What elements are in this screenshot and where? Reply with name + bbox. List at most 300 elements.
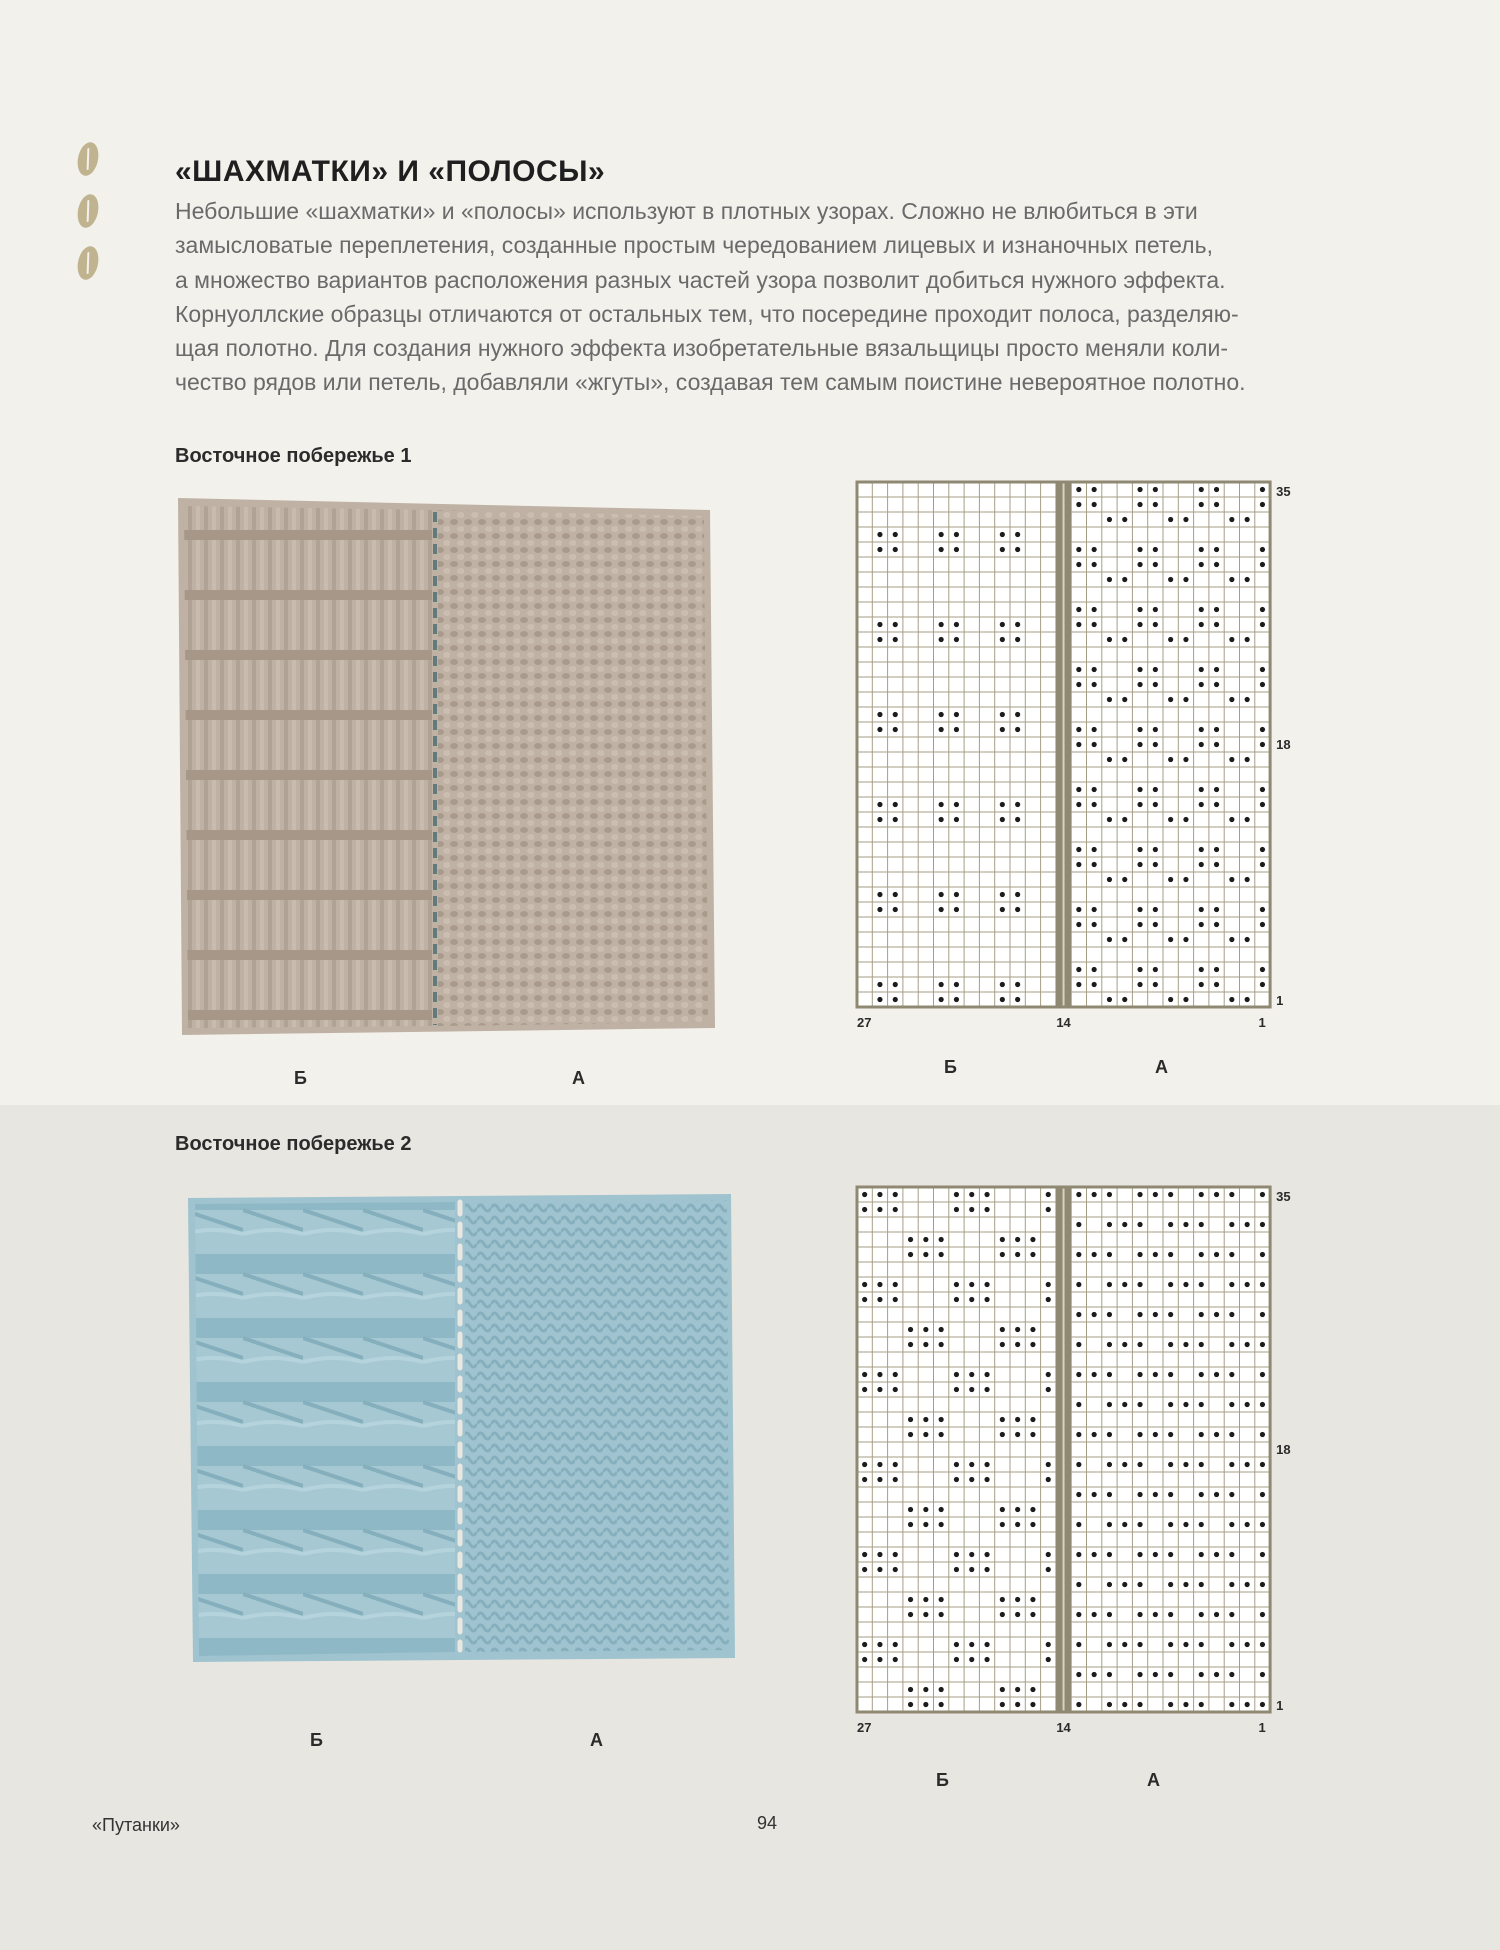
purl-dot bbox=[1199, 1642, 1204, 1647]
purl-dot bbox=[954, 1372, 959, 1377]
purl-dot bbox=[1137, 607, 1142, 612]
purl-dot bbox=[1122, 1342, 1127, 1347]
purl-dot bbox=[954, 1192, 959, 1197]
purl-dot bbox=[908, 1417, 913, 1422]
purl-dot bbox=[1015, 727, 1020, 732]
purl-dot bbox=[1229, 1702, 1234, 1707]
purl-dot bbox=[939, 802, 944, 807]
purl-dot bbox=[1137, 1672, 1142, 1677]
purl-dot bbox=[1092, 667, 1097, 672]
purl-dot bbox=[1076, 742, 1081, 747]
purl-dot bbox=[1214, 802, 1219, 807]
purl-dot bbox=[969, 1207, 974, 1212]
purl-dot bbox=[1046, 1657, 1051, 1662]
purl-dot bbox=[1183, 1462, 1188, 1467]
purl-dot bbox=[1183, 757, 1188, 762]
purl-dot bbox=[1092, 982, 1097, 987]
purl-dot bbox=[1076, 1522, 1081, 1527]
purl-dot bbox=[1122, 517, 1127, 522]
purl-dot bbox=[1137, 1312, 1142, 1317]
purl-dot bbox=[1137, 562, 1142, 567]
purl-dot bbox=[969, 1552, 974, 1557]
purl-dot bbox=[1199, 1372, 1204, 1377]
purl-dot bbox=[1214, 967, 1219, 972]
purl-dot bbox=[954, 727, 959, 732]
purl-dot bbox=[1183, 697, 1188, 702]
purl-dot bbox=[1107, 1312, 1112, 1317]
purl-dot bbox=[893, 1192, 898, 1197]
col-label-left: 27 bbox=[857, 1015, 872, 1030]
purl-dot bbox=[1153, 622, 1158, 627]
purl-dot bbox=[1229, 1222, 1234, 1227]
purl-dot bbox=[1245, 517, 1250, 522]
swatch-photo-east-coast-1 bbox=[170, 490, 720, 1040]
purl-dot bbox=[1199, 1492, 1204, 1497]
purl-dot bbox=[1076, 1582, 1081, 1587]
purl-dot bbox=[1030, 1612, 1035, 1617]
chart-label-right: А bbox=[1147, 1770, 1160, 1790]
purl-dot bbox=[1153, 862, 1158, 867]
purl-dot bbox=[1137, 1342, 1142, 1347]
intro-line: Небольшие «шахматки» и «полосы» используют в плотных узорах. Сложно не влюбиться в эти bbox=[175, 198, 1198, 224]
purl-dot bbox=[893, 1567, 898, 1572]
purl-dot bbox=[1153, 667, 1158, 672]
purl-dot bbox=[1199, 547, 1204, 552]
purl-dot bbox=[1229, 577, 1234, 582]
purl-dot bbox=[1000, 907, 1005, 912]
purl-dot bbox=[877, 712, 882, 717]
purl-dot bbox=[1260, 847, 1265, 852]
seed-bullet-icon bbox=[75, 140, 102, 177]
purl-dot bbox=[1137, 922, 1142, 927]
purl-dot bbox=[862, 1477, 867, 1482]
purl-dot bbox=[1199, 742, 1204, 747]
purl-dot bbox=[1168, 1252, 1173, 1257]
purl-dot bbox=[1030, 1327, 1035, 1332]
purl-dot bbox=[1107, 1282, 1112, 1287]
purl-dot bbox=[1199, 1432, 1204, 1437]
purl-dot bbox=[1000, 547, 1005, 552]
purl-dot bbox=[1153, 1432, 1158, 1437]
purl-dot bbox=[984, 1387, 989, 1392]
purl-dot bbox=[1030, 1597, 1035, 1602]
purl-dot bbox=[1137, 1642, 1142, 1647]
purl-dot bbox=[1153, 982, 1158, 987]
purl-dot bbox=[1214, 862, 1219, 867]
purl-dot bbox=[1229, 1282, 1234, 1287]
purl-dot bbox=[1199, 562, 1204, 567]
intro-line: а множество вариантов расположения разных частей узора позволит добиться нужного эффекта. bbox=[175, 266, 1226, 293]
purl-dot bbox=[1046, 1282, 1051, 1287]
purl-dot bbox=[1107, 1522, 1112, 1527]
purl-dot bbox=[1137, 1462, 1142, 1467]
purl-dot bbox=[954, 547, 959, 552]
purl-dot bbox=[1168, 517, 1173, 522]
purl-dot bbox=[1183, 1402, 1188, 1407]
purl-dot bbox=[1183, 1222, 1188, 1227]
purl-dot bbox=[939, 622, 944, 627]
purl-dot bbox=[1015, 1702, 1020, 1707]
purl-dot bbox=[1015, 817, 1020, 822]
photo-label-left: Б bbox=[294, 1068, 307, 1088]
purl-dot bbox=[1199, 727, 1204, 732]
purl-dot bbox=[1092, 1192, 1097, 1197]
purl-dot bbox=[1199, 1462, 1204, 1467]
purl-dot bbox=[1153, 802, 1158, 807]
purl-dot bbox=[1076, 667, 1081, 672]
purl-dot bbox=[1137, 1372, 1142, 1377]
purl-dot bbox=[1000, 997, 1005, 1002]
purl-dot bbox=[877, 1372, 882, 1377]
purl-dot bbox=[954, 1387, 959, 1392]
purl-dot bbox=[1030, 1702, 1035, 1707]
purl-dot bbox=[862, 1462, 867, 1467]
purl-dot bbox=[1107, 1342, 1112, 1347]
purl-dot bbox=[1168, 1522, 1173, 1527]
purl-dot bbox=[1260, 1282, 1265, 1287]
purl-dot bbox=[1168, 1372, 1173, 1377]
purl-dot bbox=[1092, 682, 1097, 687]
purl-dot bbox=[893, 637, 898, 642]
purl-dot bbox=[1046, 1567, 1051, 1572]
purl-dot bbox=[1107, 697, 1112, 702]
purl-dot bbox=[1122, 637, 1127, 642]
purl-dot bbox=[939, 712, 944, 717]
purl-dot bbox=[969, 1642, 974, 1647]
col-label-mid: 14 bbox=[1056, 1015, 1071, 1030]
purl-dot bbox=[893, 1462, 898, 1467]
purl-dot bbox=[1153, 742, 1158, 747]
purl-dot bbox=[1214, 847, 1219, 852]
purl-dot bbox=[939, 817, 944, 822]
purl-dot bbox=[1076, 982, 1081, 987]
purl-dot bbox=[1122, 937, 1127, 942]
purl-dot bbox=[923, 1327, 928, 1332]
purl-dot bbox=[1092, 862, 1097, 867]
purl-dot bbox=[1260, 487, 1265, 492]
purl-dot bbox=[1229, 817, 1234, 822]
purl-dot bbox=[1015, 1327, 1020, 1332]
purl-dot bbox=[1092, 502, 1097, 507]
purl-dot bbox=[954, 532, 959, 537]
purl-dot bbox=[1000, 1612, 1005, 1617]
purl-dot bbox=[984, 1282, 989, 1287]
purl-dot bbox=[939, 1237, 944, 1242]
purl-dot bbox=[1183, 817, 1188, 822]
purl-dot bbox=[1092, 1312, 1097, 1317]
purl-dot bbox=[862, 1657, 867, 1662]
purl-dot bbox=[1168, 997, 1173, 1002]
purl-dot bbox=[1245, 757, 1250, 762]
purl-dot bbox=[1122, 697, 1127, 702]
purl-dot bbox=[1168, 1222, 1173, 1227]
purl-dot bbox=[954, 1297, 959, 1302]
purl-dot bbox=[1199, 787, 1204, 792]
purl-dot bbox=[1214, 667, 1219, 672]
col-label-mid: 14 bbox=[1056, 1720, 1071, 1735]
intro-paragraph bbox=[175, 194, 1355, 400]
chart-label-left: Б bbox=[944, 1057, 957, 1077]
purl-dot bbox=[908, 1702, 913, 1707]
purl-dot bbox=[1153, 502, 1158, 507]
purl-dot bbox=[1076, 907, 1081, 912]
purl-dot bbox=[1214, 787, 1219, 792]
purl-dot bbox=[1153, 562, 1158, 567]
purl-dot bbox=[1153, 682, 1158, 687]
purl-dot bbox=[923, 1597, 928, 1602]
purl-dot bbox=[923, 1687, 928, 1692]
purl-dot bbox=[1199, 1192, 1204, 1197]
purl-dot bbox=[877, 637, 882, 642]
footer-book-title: «Путанки» bbox=[92, 1815, 180, 1835]
purl-dot bbox=[1153, 1312, 1158, 1317]
purl-dot bbox=[939, 1702, 944, 1707]
purl-dot bbox=[1137, 1402, 1142, 1407]
purl-dot bbox=[1092, 1612, 1097, 1617]
purl-dot bbox=[877, 547, 882, 552]
purl-dot bbox=[1183, 517, 1188, 522]
purl-dot bbox=[1153, 1672, 1158, 1677]
purl-dot bbox=[1107, 637, 1112, 642]
purl-dot bbox=[1168, 697, 1173, 702]
purl-dot bbox=[893, 1552, 898, 1557]
purl-dot bbox=[1153, 607, 1158, 612]
purl-dot bbox=[862, 1192, 867, 1197]
purl-dot bbox=[1229, 1552, 1234, 1557]
purl-dot bbox=[1107, 1492, 1112, 1497]
purl-dot bbox=[1122, 757, 1127, 762]
purl-dot bbox=[1214, 547, 1219, 552]
knitting-chart-east-coast-1 bbox=[855, 478, 1305, 1058]
purl-dot bbox=[1199, 922, 1204, 927]
purl-dot bbox=[969, 1387, 974, 1392]
purl-dot bbox=[1229, 637, 1234, 642]
purl-dot bbox=[893, 982, 898, 987]
purl-dot bbox=[939, 547, 944, 552]
purl-dot bbox=[1260, 1402, 1265, 1407]
purl-dot bbox=[1122, 1702, 1127, 1707]
purl-dot bbox=[1076, 1642, 1081, 1647]
purl-dot bbox=[969, 1567, 974, 1572]
purl-dot bbox=[862, 1282, 867, 1287]
purl-dot bbox=[1229, 877, 1234, 882]
purl-dot bbox=[1076, 862, 1081, 867]
purl-dot bbox=[1000, 1597, 1005, 1602]
purl-dot bbox=[1092, 547, 1097, 552]
purl-dot bbox=[954, 622, 959, 627]
purl-dot bbox=[1137, 787, 1142, 792]
purl-dot bbox=[1137, 1612, 1142, 1617]
purl-dot bbox=[1107, 757, 1112, 762]
purl-dot bbox=[1137, 1522, 1142, 1527]
purl-dot bbox=[893, 622, 898, 627]
purl-dot bbox=[1107, 1222, 1112, 1227]
purl-dot bbox=[939, 1522, 944, 1527]
purl-dot bbox=[1229, 1252, 1234, 1257]
purl-dot bbox=[1260, 682, 1265, 687]
purl-dot bbox=[954, 637, 959, 642]
purl-dot bbox=[1137, 1192, 1142, 1197]
purl-dot bbox=[1199, 907, 1204, 912]
purl-dot bbox=[1107, 1702, 1112, 1707]
purl-dot bbox=[1076, 502, 1081, 507]
purl-dot bbox=[1122, 577, 1127, 582]
page-title: «ШАХМАТКИ» И «ПОЛОСЫ» bbox=[175, 155, 606, 188]
purl-dot bbox=[1214, 1252, 1219, 1257]
purl-dot bbox=[1137, 742, 1142, 747]
purl-dot bbox=[1183, 937, 1188, 942]
purl-dot bbox=[1000, 712, 1005, 717]
purl-dot bbox=[923, 1432, 928, 1437]
row-label-top: 35 bbox=[1276, 484, 1291, 499]
purl-dot bbox=[1199, 802, 1204, 807]
purl-dot bbox=[1122, 1282, 1127, 1287]
purl-dot bbox=[939, 892, 944, 897]
purl-dot bbox=[1260, 1432, 1265, 1437]
purl-dot bbox=[969, 1297, 974, 1302]
purl-dot bbox=[1153, 547, 1158, 552]
purl-dot bbox=[1000, 817, 1005, 822]
purl-dot bbox=[954, 817, 959, 822]
purl-dot bbox=[1015, 982, 1020, 987]
purl-dot bbox=[1214, 1432, 1219, 1437]
purl-dot bbox=[1076, 547, 1081, 552]
photo-label-right: А bbox=[572, 1068, 585, 1088]
purl-dot bbox=[877, 997, 882, 1002]
purl-dot bbox=[1046, 1552, 1051, 1557]
purl-dot bbox=[1107, 817, 1112, 822]
purl-dot bbox=[1168, 1462, 1173, 1467]
purl-dot bbox=[1199, 487, 1204, 492]
photo-label-right: А bbox=[590, 1730, 603, 1750]
purl-dot bbox=[1199, 1582, 1204, 1587]
purl-dot bbox=[1076, 802, 1081, 807]
purl-dot bbox=[1015, 892, 1020, 897]
section-title-east-coast-2: Восточное побережье 2 bbox=[175, 1133, 412, 1155]
purl-dot bbox=[908, 1507, 913, 1512]
purl-dot bbox=[1229, 1582, 1234, 1587]
purl-dot bbox=[1260, 1312, 1265, 1317]
purl-dot bbox=[1168, 937, 1173, 942]
purl-dot bbox=[1183, 577, 1188, 582]
purl-dot bbox=[1015, 1342, 1020, 1347]
purl-dot bbox=[1015, 1252, 1020, 1257]
purl-dot bbox=[1076, 562, 1081, 567]
section-title-east-coast-1: Восточное побережье 1 bbox=[175, 445, 412, 467]
purl-dot bbox=[1245, 817, 1250, 822]
purl-dot bbox=[1076, 922, 1081, 927]
purl-dot bbox=[1168, 1432, 1173, 1437]
purl-dot bbox=[1015, 907, 1020, 912]
purl-dot bbox=[1199, 667, 1204, 672]
purl-dot bbox=[984, 1657, 989, 1662]
col-label-right: 1 bbox=[1258, 1720, 1266, 1735]
purl-dot bbox=[969, 1372, 974, 1377]
purl-dot bbox=[1107, 1552, 1112, 1557]
row-label-mid: 18 bbox=[1276, 1442, 1291, 1457]
purl-dot bbox=[1076, 1192, 1081, 1197]
purl-dot bbox=[1015, 1417, 1020, 1422]
purl-dot bbox=[1092, 922, 1097, 927]
purl-dot bbox=[954, 907, 959, 912]
purl-dot bbox=[1183, 1702, 1188, 1707]
purl-dot bbox=[1000, 637, 1005, 642]
purl-dot bbox=[1000, 532, 1005, 537]
purl-dot bbox=[1245, 577, 1250, 582]
purl-dot bbox=[954, 892, 959, 897]
purl-dot bbox=[1245, 1282, 1250, 1287]
purl-dot bbox=[954, 982, 959, 987]
purl-dot bbox=[1229, 1522, 1234, 1527]
purl-dot bbox=[862, 1642, 867, 1647]
purl-dot bbox=[1107, 1642, 1112, 1647]
purl-dot bbox=[1107, 1672, 1112, 1677]
purl-dot bbox=[1260, 922, 1265, 927]
purl-dot bbox=[1245, 1642, 1250, 1647]
purl-dot bbox=[1214, 487, 1219, 492]
purl-dot bbox=[1000, 982, 1005, 987]
purl-dot bbox=[1260, 502, 1265, 507]
purl-dot bbox=[1030, 1252, 1035, 1257]
purl-dot bbox=[1092, 1492, 1097, 1497]
purl-dot bbox=[893, 532, 898, 537]
purl-dot bbox=[1199, 607, 1204, 612]
purl-dot bbox=[1260, 1552, 1265, 1557]
purl-dot bbox=[1107, 517, 1112, 522]
purl-dot bbox=[1076, 967, 1081, 972]
purl-dot bbox=[1137, 487, 1142, 492]
purl-dot bbox=[1245, 1702, 1250, 1707]
purl-dot bbox=[1153, 1552, 1158, 1557]
purl-dot bbox=[893, 802, 898, 807]
purl-dot bbox=[1168, 1612, 1173, 1617]
purl-dot bbox=[1183, 1582, 1188, 1587]
purl-dot bbox=[1199, 847, 1204, 852]
purl-dot bbox=[1260, 727, 1265, 732]
purl-dot bbox=[1168, 1642, 1173, 1647]
purl-dot bbox=[1214, 1552, 1219, 1557]
purl-dot bbox=[1000, 727, 1005, 732]
purl-dot bbox=[1199, 1552, 1204, 1557]
purl-dot bbox=[1245, 1222, 1250, 1227]
purl-dot bbox=[893, 1297, 898, 1302]
purl-dot bbox=[1030, 1522, 1035, 1527]
purl-dot bbox=[1137, 802, 1142, 807]
chart-label-right: А bbox=[1155, 1057, 1168, 1077]
purl-dot bbox=[939, 907, 944, 912]
purl-dot bbox=[984, 1372, 989, 1377]
purl-dot bbox=[1107, 1612, 1112, 1617]
purl-dot bbox=[1168, 1702, 1173, 1707]
purl-dot bbox=[954, 1657, 959, 1662]
intro-line: щая полотно. Для создания нужного эффекта изобретательные вязальщицы просто меняли коли- bbox=[175, 335, 1228, 362]
col-label-right: 1 bbox=[1258, 1015, 1266, 1030]
purl-dot bbox=[1260, 1192, 1265, 1197]
purl-dot bbox=[1168, 1342, 1173, 1347]
purl-dot bbox=[1199, 622, 1204, 627]
purl-dot bbox=[1137, 1252, 1142, 1257]
purl-dot bbox=[1000, 1687, 1005, 1692]
purl-dot bbox=[1092, 907, 1097, 912]
purl-dot bbox=[877, 817, 882, 822]
purl-dot bbox=[862, 1387, 867, 1392]
purl-dot bbox=[1168, 1402, 1173, 1407]
purl-dot bbox=[1122, 1642, 1127, 1647]
purl-dot bbox=[939, 982, 944, 987]
purl-dot bbox=[1030, 1507, 1035, 1512]
purl-dot bbox=[1153, 922, 1158, 927]
chart-label-left: Б bbox=[936, 1770, 949, 1790]
